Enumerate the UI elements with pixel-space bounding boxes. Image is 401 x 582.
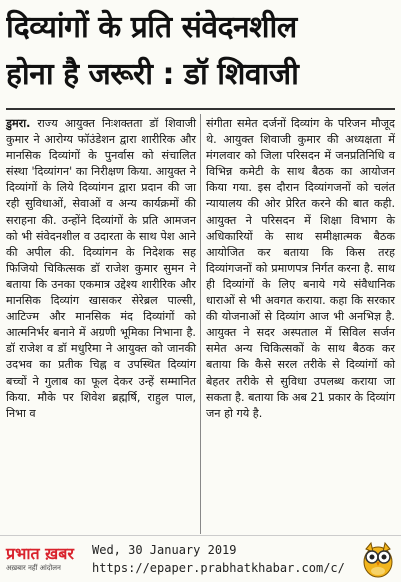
footer-meta	[92, 541, 345, 577]
headline-rule	[6, 108, 395, 110]
epaper-url[interactable]: https://epaper.prabhatkhabar.com/c/	[92, 561, 345, 575]
edition-date: Wed, 30 January 2019	[92, 543, 237, 557]
logo-text: प्रभात ख़बर	[6, 544, 74, 563]
article-column-left	[6, 116, 196, 422]
epaper-footer	[0, 535, 401, 582]
owl-icon	[361, 540, 395, 578]
prabhat-khabar-logo[interactable]	[6, 544, 82, 576]
column-divider	[200, 114, 201, 534]
dateline: डुमरा.	[6, 117, 31, 130]
left-column-text: राज्य आयुक्त निःशक्तता डॉ शिवाजी कुमार ने आरोग्य फॉउंडेशन द्वारा शारीरिक और मानसिक दिव्यांगों के पुनर्वास को संचालित संस्था 'दिव्यांगन' का निरीक्षण किया. आयुक्त ने दिव्यांगों के लिये दिव्यांगन द्वारा प्रदान की जा रही सुविधाओं, सेवाओं व अन्य कार्यक्रमों की सराहना की. उन्होंने दिव्यांगों के प्रति आमजन को भी संवेदनशील व उदारता के साथ पेश आने की अपील की. दिव्यांगन के निदेशक सह फिजियो चिकित्सक डॉ राजेश कुमार सुमन ने बताया कि उनका एकमात्र उद्देश्य शारीरिक और मानसिक दिव्यांग खासकर सेरेब्रल पाल्सी, आटिज्म और मानसिक मंद दिव्यांगों को आत्मनिर्भर बनाने में अग्रणी भूमिका निभाना है. डॉ राजेश व डॉ मधुरिमा ने आयुक्त को जानकी उदभव का प्रतीक चिह्न व उपस्थित दिव्यांग बच्चों ने गुलाब का फूल देकर उन्हें सम्मानित किया. मौके पर शिवेश ब्रह्मर्षि, राहुल पाल, निभा व	[6, 117, 196, 420]
right-column-text: संगीता समेत दर्जनों दिव्यांग के परिजन मौजूद थे. आयुक्त शिवाजी कुमार की अध्यक्षता में मंगलवार को जिला परिसदन में जनप्रतिनिधि व विभिन्न कमेटी के साथ बैठक का आयोजन किया गया. इस दौरान दिव्यांगजनों को चलंत न्यायालय की ओर प्रेरित करने की बात कही. आयुक्त ने परिसदन में शिक्षा विभाग के अधिकारियों के साथ समीक्षात्मक बैठक आयोजित कर बताया कि किस तरह दिव्यांगजनों को प्रमाणपत्र निर्गत करना है. साथ ही दिव्यांगों के लिए बनाये गये संवैधानिक धाराओं से भी अवगत कराया. कहा कि सरकार की योजनाओं से दिव्यांग आज भी अनभिज्ञ है. आयुक्त ने सदर अस्पताल में सिविल सर्जन समेत अन्य चिकित्सकों के साथ बैठक कर बताया कि कैसे सरल तरीके से दिव्यांगों को बेहतर तरीके से सुविधा उपलब्ध कराया जा सकता है. बताया कि अब 21 प्रकार के दिव्यांग जन हो गये है.	[206, 117, 395, 420]
owl-icon-graphic	[361, 540, 395, 578]
headline-line-1: दिव्यांगों के प्रति संवेदनशील	[6, 10, 297, 45]
article-column-right	[206, 116, 395, 422]
headline-line-2: होना है जरूरी : डॉ शिवाजी	[6, 57, 299, 92]
article-headline	[6, 4, 396, 98]
logo-tagline: अख़बार नहीं आंदोलन	[6, 564, 61, 572]
